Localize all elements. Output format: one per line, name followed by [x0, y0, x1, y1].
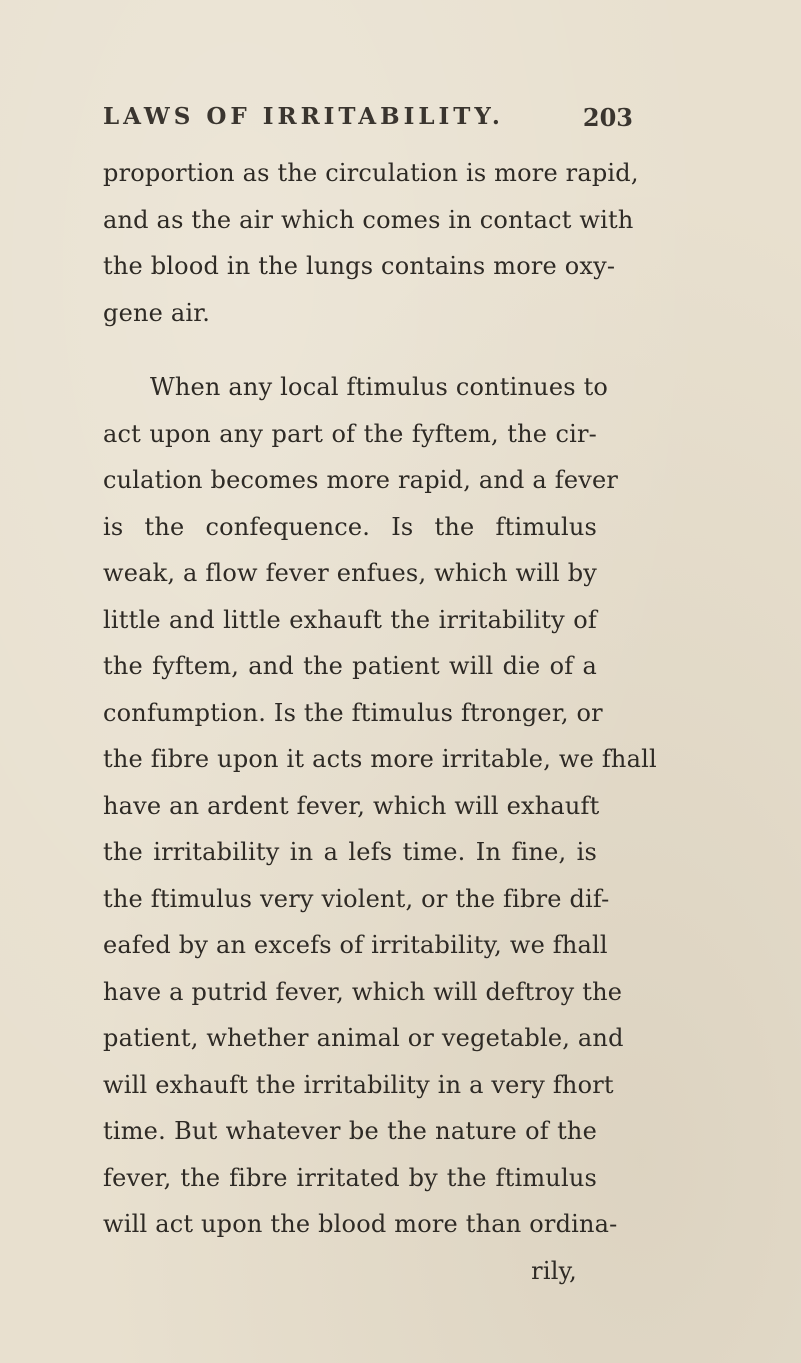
- catchword: rily,: [531, 1256, 577, 1285]
- text-line: will act upon the blood more than ordina-: [103, 1210, 618, 1238]
- text-line: fever, the fibre irritated by the ftimulus: [103, 1163, 597, 1192]
- text-line: the fyftem, and the patient will die of a: [103, 652, 597, 680]
- running-head: LAWS OF IRRITABILITY.: [103, 103, 504, 130]
- text-line: patient, whether animal or vegetable, and: [103, 1024, 624, 1052]
- paragraph-1: [103, 150, 639, 336]
- page-number: 203: [582, 103, 633, 132]
- text-line: and as the air which comes in contact with: [103, 205, 634, 234]
- text-line: culation becomes more rapid, and a fever: [103, 466, 619, 494]
- text-line: have an ardent fever, which will exhauft: [103, 791, 600, 820]
- text-line: act upon any part of the fyftem, the cir-: [103, 419, 597, 448]
- text-line: the fibre upon it acts more irritable, we fhall: [103, 745, 657, 773]
- text-line: little and little exhauft the irritability of: [103, 605, 597, 634]
- text-line: confumption. Is the ftimulus ftronger, or: [103, 698, 603, 727]
- text-line: the ftimulus very violent, or the fibre dif-: [103, 884, 610, 913]
- text-line: time. But whatever be the nature of the: [103, 1117, 597, 1145]
- text-line: gene air.: [103, 298, 211, 327]
- text-line: eafed by an excefs of irritability, we fhall: [103, 931, 608, 959]
- text-line: the blood in the lungs contains more oxy-: [103, 252, 616, 280]
- paragraph-2: [103, 364, 657, 1248]
- text-line: weak, a flow fever enfues, which will by: [103, 559, 598, 587]
- text-line: When any local ftimulus continues to: [150, 373, 609, 401]
- body-text: [103, 150, 657, 1294]
- text-line: will exhauft the irritability in a very fhort: [103, 1070, 614, 1099]
- text-line: the irritability in a lefs time. In fine, is: [103, 838, 597, 866]
- text-line: have a putrid fever, which will deftroy the: [103, 977, 623, 1006]
- page-header: [103, 103, 633, 143]
- text-line: proportion as the circulation is more rapid,: [103, 159, 639, 187]
- text-line: is the confequence. Is the ftimulus: [103, 512, 597, 541]
